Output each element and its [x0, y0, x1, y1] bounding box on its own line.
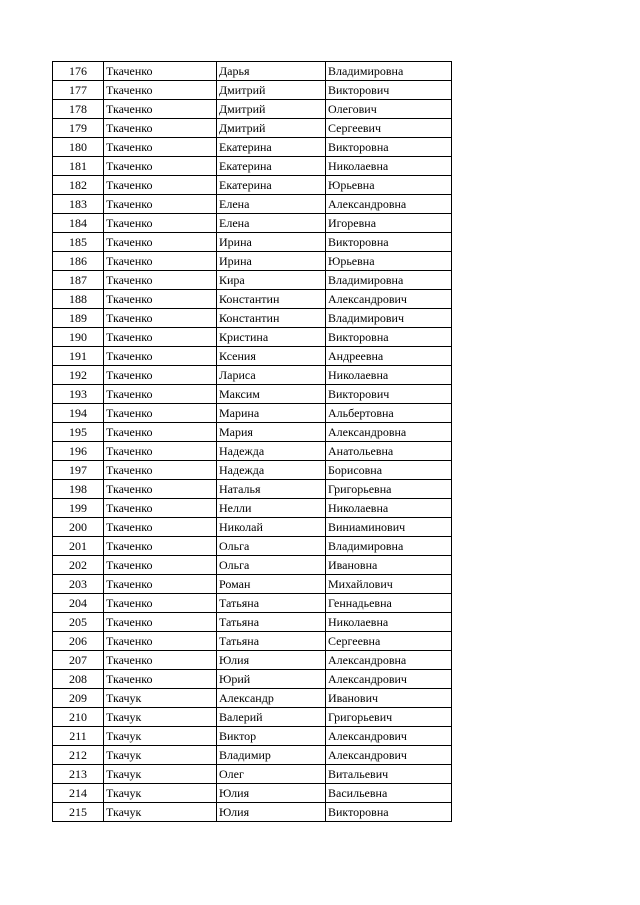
- surname-cell: Ткаченко: [104, 195, 217, 214]
- table-row: [53, 138, 452, 157]
- patronymic-cell: Александрович: [326, 290, 452, 309]
- table-row: [53, 423, 452, 442]
- patronymic-cell: Александровна: [326, 195, 452, 214]
- surname-cell: Ткачук: [104, 765, 217, 784]
- first-name-cell: Константин: [217, 290, 326, 309]
- patronymic-cell: Александрович: [326, 727, 452, 746]
- table-row: [53, 765, 452, 784]
- surname-cell: Ткаченко: [104, 442, 217, 461]
- first-name-cell: Мария: [217, 423, 326, 442]
- patronymic-cell: Александрович: [326, 746, 452, 765]
- table-row: [53, 290, 452, 309]
- surname-cell: Ткаченко: [104, 632, 217, 651]
- row-number-cell: 207: [53, 651, 104, 670]
- first-name-cell: Татьяна: [217, 613, 326, 632]
- patronymic-cell: Андреевна: [326, 347, 452, 366]
- row-number-cell: 198: [53, 480, 104, 499]
- first-name-cell: Дмитрий: [217, 119, 326, 138]
- row-number-cell: 208: [53, 670, 104, 689]
- row-number-cell: 214: [53, 784, 104, 803]
- row-number-cell: 176: [53, 62, 104, 81]
- first-name-cell: Николай: [217, 518, 326, 537]
- first-name-cell: Александр: [217, 689, 326, 708]
- row-number-cell: 183: [53, 195, 104, 214]
- first-name-cell: Нелли: [217, 499, 326, 518]
- row-number-cell: 187: [53, 271, 104, 290]
- patronymic-cell: Михайлович: [326, 575, 452, 594]
- first-name-cell: Владимир: [217, 746, 326, 765]
- row-number-cell: 209: [53, 689, 104, 708]
- first-name-cell: Татьяна: [217, 632, 326, 651]
- table-body: [53, 62, 452, 822]
- row-number-cell: 203: [53, 575, 104, 594]
- table-row: [53, 214, 452, 233]
- first-name-cell: Ксения: [217, 347, 326, 366]
- table-row: [53, 119, 452, 138]
- first-name-cell: Елена: [217, 195, 326, 214]
- table-row: [53, 252, 452, 271]
- row-number-cell: 189: [53, 309, 104, 328]
- first-name-cell: Ольга: [217, 556, 326, 575]
- surname-cell: Ткаченко: [104, 138, 217, 157]
- table-row: [53, 157, 452, 176]
- patronymic-cell: Витальевич: [326, 765, 452, 784]
- surname-cell: Ткаченко: [104, 233, 217, 252]
- table-row: [53, 746, 452, 765]
- patronymic-cell: Юрьевна: [326, 176, 452, 195]
- table-row: [53, 233, 452, 252]
- surname-cell: Ткачук: [104, 727, 217, 746]
- first-name-cell: Дмитрий: [217, 81, 326, 100]
- table-row: [53, 556, 452, 575]
- table-row: [53, 347, 452, 366]
- row-number-cell: 188: [53, 290, 104, 309]
- table-row: [53, 100, 452, 119]
- first-name-cell: Константин: [217, 309, 326, 328]
- table-row: [53, 81, 452, 100]
- row-number-cell: 186: [53, 252, 104, 271]
- row-number-cell: 180: [53, 138, 104, 157]
- patronymic-cell: Альбертовна: [326, 404, 452, 423]
- patronymic-cell: Геннадьевна: [326, 594, 452, 613]
- first-name-cell: Ирина: [217, 252, 326, 271]
- first-name-cell: Юрий: [217, 670, 326, 689]
- surname-cell: Ткаченко: [104, 347, 217, 366]
- patronymic-cell: Григорьевич: [326, 708, 452, 727]
- patronymic-cell: Викторовна: [326, 328, 452, 347]
- surname-cell: Ткаченко: [104, 499, 217, 518]
- row-number-cell: 193: [53, 385, 104, 404]
- row-number-cell: 192: [53, 366, 104, 385]
- patronymic-cell: Борисовна: [326, 461, 452, 480]
- patronymic-cell: Юрьевна: [326, 252, 452, 271]
- surname-cell: Ткачук: [104, 803, 217, 822]
- table-row: [53, 689, 452, 708]
- first-name-cell: Екатерина: [217, 176, 326, 195]
- patronymic-cell: Александровна: [326, 423, 452, 442]
- patronymic-cell: Иванович: [326, 689, 452, 708]
- row-number-cell: 190: [53, 328, 104, 347]
- surname-cell: Ткаченко: [104, 594, 217, 613]
- first-name-cell: Ирина: [217, 233, 326, 252]
- patronymic-cell: Александрович: [326, 670, 452, 689]
- first-name-cell: Екатерина: [217, 138, 326, 157]
- surname-cell: Ткаченко: [104, 404, 217, 423]
- patronymic-cell: Александровна: [326, 651, 452, 670]
- surname-cell: Ткаченко: [104, 290, 217, 309]
- surname-cell: Ткаченко: [104, 385, 217, 404]
- first-name-cell: Юлия: [217, 784, 326, 803]
- first-name-cell: Екатерина: [217, 157, 326, 176]
- surname-cell: Ткачук: [104, 746, 217, 765]
- patronymic-cell: Григорьевна: [326, 480, 452, 499]
- row-number-cell: 210: [53, 708, 104, 727]
- row-number-cell: 196: [53, 442, 104, 461]
- first-name-cell: Юлия: [217, 803, 326, 822]
- table-row: [53, 708, 452, 727]
- surname-cell: Ткаченко: [104, 423, 217, 442]
- table-row: [53, 461, 452, 480]
- table-row: [53, 404, 452, 423]
- table-row: [53, 271, 452, 290]
- first-name-cell: Виктор: [217, 727, 326, 746]
- first-name-cell: Олег: [217, 765, 326, 784]
- surname-cell: Ткаченко: [104, 100, 217, 119]
- patronymic-cell: Николаевна: [326, 157, 452, 176]
- table-row: [53, 328, 452, 347]
- table-row: [53, 366, 452, 385]
- table-row: [53, 195, 452, 214]
- first-name-cell: Дмитрий: [217, 100, 326, 119]
- patronymic-cell: Викторович: [326, 385, 452, 404]
- surname-cell: Ткаченко: [104, 214, 217, 233]
- row-number-cell: 182: [53, 176, 104, 195]
- surname-cell: Ткачук: [104, 689, 217, 708]
- patronymic-cell: Николаевна: [326, 499, 452, 518]
- row-number-cell: 211: [53, 727, 104, 746]
- patronymic-cell: Олегович: [326, 100, 452, 119]
- row-number-cell: 202: [53, 556, 104, 575]
- first-name-cell: Максим: [217, 385, 326, 404]
- row-number-cell: 204: [53, 594, 104, 613]
- row-number-cell: 191: [53, 347, 104, 366]
- table-row: [53, 575, 452, 594]
- patronymic-cell: Николаевна: [326, 613, 452, 632]
- patronymic-cell: Владимировна: [326, 62, 452, 81]
- table-row: [53, 518, 452, 537]
- first-name-cell: Лариса: [217, 366, 326, 385]
- table-row: [53, 385, 452, 404]
- surname-cell: Ткаченко: [104, 537, 217, 556]
- surname-cell: Ткаченко: [104, 252, 217, 271]
- table-row: [53, 803, 452, 822]
- surname-cell: Ткаченко: [104, 119, 217, 138]
- row-number-cell: 179: [53, 119, 104, 138]
- first-name-cell: Юлия: [217, 651, 326, 670]
- surname-cell: Ткаченко: [104, 271, 217, 290]
- surname-cell: Ткаченко: [104, 176, 217, 195]
- patronymic-cell: Викторовна: [326, 803, 452, 822]
- table-row: [53, 632, 452, 651]
- patronymic-cell: Игоревна: [326, 214, 452, 233]
- surname-cell: Ткаченко: [104, 366, 217, 385]
- row-number-cell: 199: [53, 499, 104, 518]
- surname-cell: Ткаченко: [104, 461, 217, 480]
- surname-cell: Ткаченко: [104, 651, 217, 670]
- patronymic-cell: Васильевна: [326, 784, 452, 803]
- patronymic-cell: Анатольевна: [326, 442, 452, 461]
- patronymic-cell: Ивановна: [326, 556, 452, 575]
- first-name-cell: Татьяна: [217, 594, 326, 613]
- first-name-cell: Роман: [217, 575, 326, 594]
- first-name-cell: Кира: [217, 271, 326, 290]
- surname-cell: Ткаченко: [104, 518, 217, 537]
- surname-cell: Ткаченко: [104, 613, 217, 632]
- first-name-cell: Ольга: [217, 537, 326, 556]
- patronymic-cell: Викторовна: [326, 233, 452, 252]
- table-row: [53, 727, 452, 746]
- row-number-cell: 194: [53, 404, 104, 423]
- surname-cell: Ткаченко: [104, 157, 217, 176]
- first-name-cell: Кристина: [217, 328, 326, 347]
- row-number-cell: 184: [53, 214, 104, 233]
- table-row: [53, 651, 452, 670]
- patronymic-cell: Владимирович: [326, 309, 452, 328]
- first-name-cell: Дарья: [217, 62, 326, 81]
- table-row: [53, 442, 452, 461]
- table-row: [53, 594, 452, 613]
- row-number-cell: 201: [53, 537, 104, 556]
- first-name-cell: Надежда: [217, 461, 326, 480]
- surname-cell: Ткаченко: [104, 328, 217, 347]
- patronymic-cell: Виниаминович: [326, 518, 452, 537]
- row-number-cell: 195: [53, 423, 104, 442]
- table-row: [53, 613, 452, 632]
- row-number-cell: 197: [53, 461, 104, 480]
- table-row: [53, 537, 452, 556]
- surname-cell: Ткаченко: [104, 480, 217, 499]
- surname-cell: Ткаченко: [104, 309, 217, 328]
- first-name-cell: Марина: [217, 404, 326, 423]
- first-name-cell: Валерий: [217, 708, 326, 727]
- table-row: [53, 176, 452, 195]
- name-list-table: [52, 61, 452, 822]
- surname-cell: Ткаченко: [104, 575, 217, 594]
- surname-cell: Ткаченко: [104, 556, 217, 575]
- row-number-cell: 181: [53, 157, 104, 176]
- patronymic-cell: Викторовна: [326, 138, 452, 157]
- row-number-cell: 185: [53, 233, 104, 252]
- first-name-cell: Наталья: [217, 480, 326, 499]
- first-name-cell: Надежда: [217, 442, 326, 461]
- surname-cell: Ткаченко: [104, 62, 217, 81]
- row-number-cell: 213: [53, 765, 104, 784]
- patronymic-cell: Сергеевич: [326, 119, 452, 138]
- patronymic-cell: Николаевна: [326, 366, 452, 385]
- patronymic-cell: Владимировна: [326, 271, 452, 290]
- patronymic-cell: Владимировна: [326, 537, 452, 556]
- first-name-cell: Елена: [217, 214, 326, 233]
- row-number-cell: 200: [53, 518, 104, 537]
- table-row: [53, 670, 452, 689]
- row-number-cell: 212: [53, 746, 104, 765]
- surname-cell: Ткачук: [104, 708, 217, 727]
- table-row: [53, 480, 452, 499]
- table-row: [53, 784, 452, 803]
- row-number-cell: 178: [53, 100, 104, 119]
- table-row: [53, 309, 452, 328]
- patronymic-cell: Викторович: [326, 81, 452, 100]
- row-number-cell: 215: [53, 803, 104, 822]
- surname-cell: Ткачук: [104, 784, 217, 803]
- table-row: [53, 62, 452, 81]
- surname-cell: Ткаченко: [104, 670, 217, 689]
- patronymic-cell: Сергеевна: [326, 632, 452, 651]
- row-number-cell: 205: [53, 613, 104, 632]
- surname-cell: Ткаченко: [104, 81, 217, 100]
- row-number-cell: 177: [53, 81, 104, 100]
- row-number-cell: 206: [53, 632, 104, 651]
- table-row: [53, 499, 452, 518]
